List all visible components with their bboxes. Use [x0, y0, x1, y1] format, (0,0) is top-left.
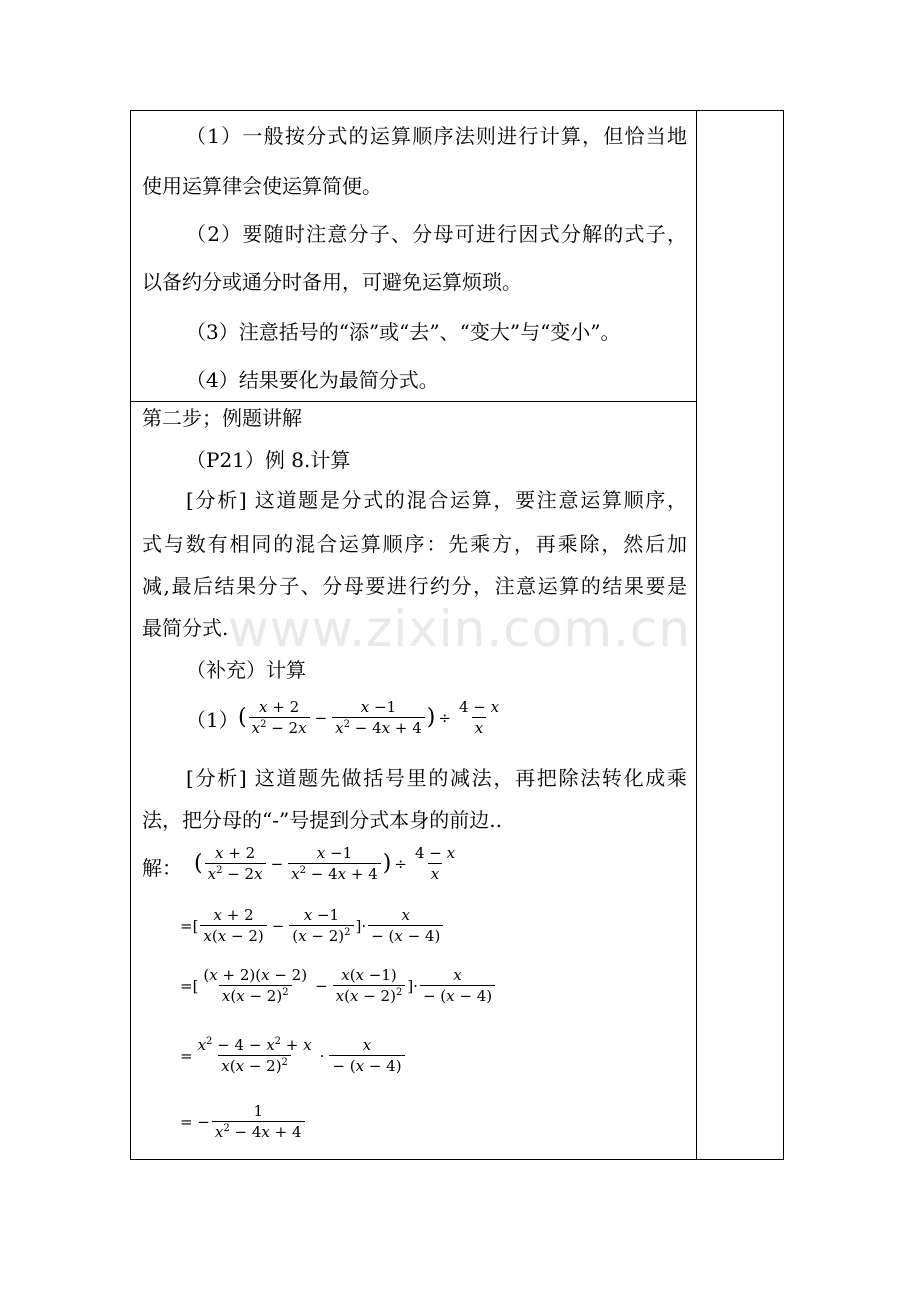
- analysis-2-line-1: [分析] 这道题先做括号里的减法，再把除法转化成乘: [186, 766, 687, 790]
- note-1-line-1: （1）一般按分式的运算顺序法则进行计算，但恰当地: [186, 124, 687, 148]
- solution-step-2: =[ $\frac{(x + 2)(x - 2)}{x(x - 2)^2}$ − $\frac{x(x -1)}{x(x - 2)^2}$ ]· $\frac{x}{- (x - 4)}$: [180, 966, 497, 1005]
- row-divider: [131, 401, 696, 402]
- problem-label: （1）: [186, 708, 239, 732]
- supplement-label: （补充）计算: [186, 658, 306, 682]
- solution-step-3: = $\frac{x^2 - 4 - x^2 + x}{x(x - 2)^2}$ · $\frac{x}{- (x - 4)}$: [180, 1036, 407, 1075]
- analysis-1-line-2: 式与数有相同的混合运算顺序：先乘方，再乘除，然后加: [142, 532, 687, 556]
- solution-result: = − $\frac{1}{x^2 - 4x + 4}$: [180, 1102, 307, 1141]
- column-divider: [696, 111, 697, 1159]
- step-heading: 第二步；例题讲解: [142, 406, 302, 430]
- analysis-1-line-3: 减,最后结果分子、分母要进行约分，注意运算的结果要是: [142, 574, 687, 598]
- example-label: （P21）例 8.计算: [186, 448, 351, 472]
- problem-expression: ( $\frac{x + 2}{x^2 - 2x}$ − $\frac{x -1}{x^2 - 4x + 4}$ ) ÷ $\frac{4 - x}{x}$: [238, 698, 500, 737]
- solution-label: 解：: [142, 856, 182, 880]
- note-2-line-1: （2）要随时注意分子、分母可进行因式分解的式子，: [186, 222, 687, 246]
- note-1-line-2: 使用运算律会使运算简便。: [142, 174, 382, 198]
- watermark: www.zixin.com.cn: [228, 600, 692, 658]
- note-4: （4）结果要化为最简分式。: [186, 368, 439, 392]
- solution-step-1: =[ $\frac{x + 2}{x(x - 2)}$ − $\frac{x -1}{(x - 2)^2}$ ]· $\frac{x}{- (x - 4)}$: [180, 906, 445, 945]
- analysis-1-line-4: 最简分式.: [142, 616, 229, 640]
- analysis-2-line-2: 法，把分母的“-”号提到分式本身的前边..: [142, 808, 502, 832]
- solution-step-0: ( $\frac{x + 2}{x^2 - 2x}$ − $\frac{x -1}{x^2 - 4x + 4}$ ) ÷ $\frac{4 - x}{x}$: [194, 844, 456, 883]
- note-2-line-2: 以备约分或通分时备用，可避免运算烦琐。: [142, 270, 522, 294]
- note-3: （3）注意括号的“添”或“去”、“变大”与“变小”。: [186, 320, 621, 344]
- analysis-1-line-1: [分析] 这道题是分式的混合运算，要注意运算顺序，: [186, 488, 687, 512]
